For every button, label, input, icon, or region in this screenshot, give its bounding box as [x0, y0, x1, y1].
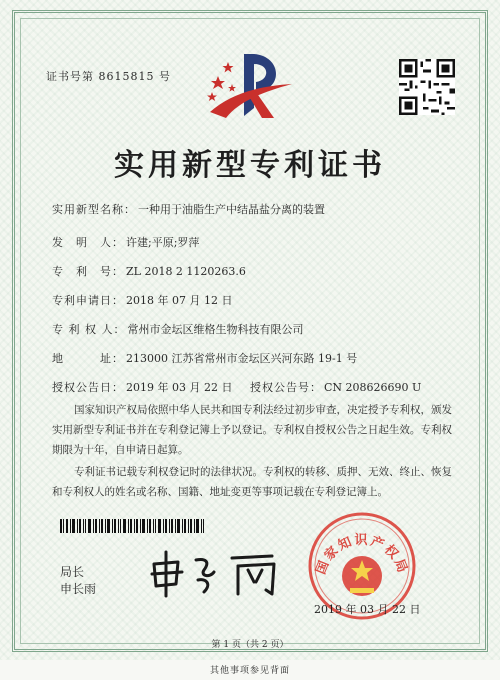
- grant-number-field: [250, 379, 421, 395]
- grant-statement-paragraph: 国家知识产权局依照中华人民共和国专利法经过初步审查，决定授予专利权，颁发实用新型专利证书并在专利登记簿上予以登记。专利权自授权公告之日起生效。专利权期限为十年，自申请日起算。: [52, 404, 452, 456]
- field-label: 实用新型名称：: [52, 203, 136, 216]
- field-value: 2019 年 03 月 22 日: [126, 381, 233, 394]
- certificate-title: 实用新型专利证书: [114, 148, 386, 183]
- field-label: 专 利 权 人：: [52, 323, 126, 336]
- field-value: 213000 江苏省常州市金坛区兴河东路 19-1 号: [126, 352, 358, 365]
- legal-status-paragraph: 专利证书记载专利权登记时的法律状况。专利权的转移、质押、无效、终止、恢复和专利权人的姓名或名称、国籍、地址变更等事项记载在专利登记簿上。: [52, 466, 452, 498]
- seal-arc-text: 国家知识产权局: [313, 533, 411, 577]
- field-value: 许建;平原;罗萍: [126, 236, 200, 249]
- seal-date: 2019 年 03 月 22 日: [314, 603, 421, 616]
- field-value: CN 208626690 U: [324, 381, 422, 394]
- certificate-number: 证书号第 8615815 号: [46, 70, 171, 83]
- director-name: 申长雨: [60, 582, 97, 596]
- field-label: 地 址：: [52, 352, 124, 365]
- field-label: 专 利 号：: [52, 265, 124, 278]
- cnipa-emblem-icon: [204, 46, 296, 126]
- field-value: ZL 2018 2 1120263.6: [126, 265, 246, 278]
- qr-code-icon: [399, 59, 455, 115]
- director-title: 局长: [60, 565, 85, 579]
- field-label: 授权公告号：: [250, 381, 322, 394]
- field-label: 专利申请日：: [52, 294, 124, 307]
- field-label: 授权公告日：: [52, 381, 124, 394]
- patentee-field: [52, 321, 304, 337]
- filing-date-field: [52, 292, 232, 308]
- field-value: 常州市金坛区维格生物科技有限公司: [127, 323, 304, 336]
- field-value: 一种用于油脂生产中结晶盐分离的装置: [138, 203, 325, 216]
- barcode-icon: [60, 519, 204, 533]
- page-number: 第 1 页（共 2 页）: [211, 640, 289, 650]
- footer-note: 其他事项参见背面: [209, 666, 290, 676]
- field-label: 发 明 人：: [52, 236, 124, 249]
- inventor-field: [52, 234, 199, 250]
- utility-model-name-field: [52, 201, 325, 217]
- handwritten-signature: [148, 550, 288, 598]
- patent-number-field: [52, 263, 246, 279]
- address-field: [52, 350, 357, 366]
- grant-date-field: [52, 379, 232, 395]
- field-value: 2018 年 07 月 12 日: [126, 294, 233, 307]
